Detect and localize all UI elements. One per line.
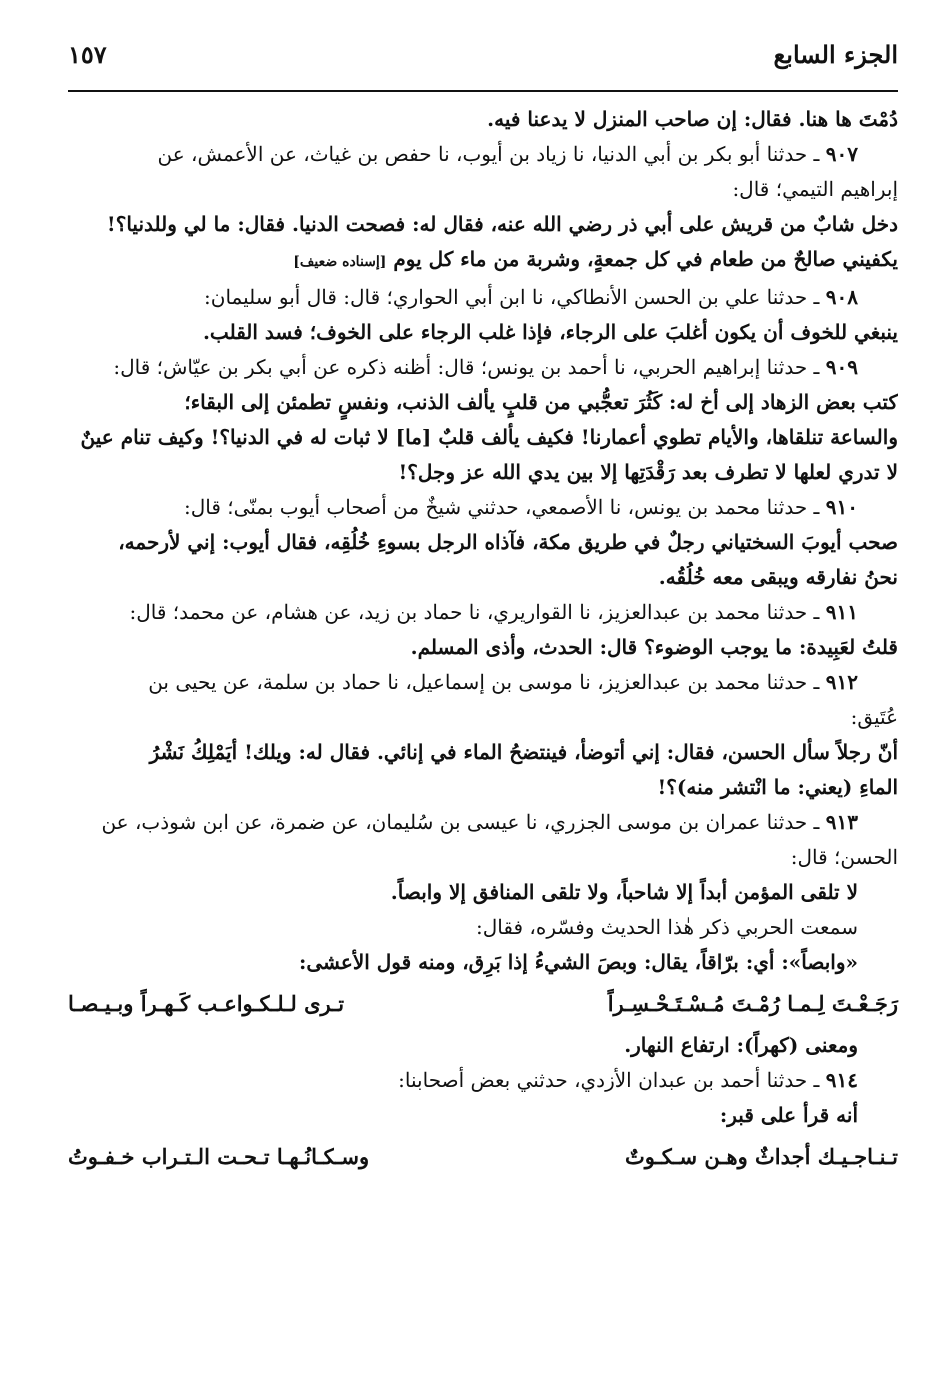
text-line: قلتُ لعَبِيدة: ما يوجب الوضوء؟ قال: الحدث، وأذى المسلم. bbox=[410, 635, 898, 659]
page-header bbox=[68, 40, 898, 82]
isnad-text: ـ حدثنا محمد بن يونس، نا الأصمعي، حدثني شيخٌ من أصحاب أيوب بمنّى؛ قال: bbox=[183, 495, 820, 519]
verse-second-hemistich: تـرى لـلـكـواعـب كَـهـراً وبـيـصـا bbox=[68, 991, 345, 1016]
hadith-number: ٩١٤ bbox=[825, 1068, 858, 1092]
hadith-number: ٩١٣ bbox=[825, 810, 858, 834]
text-line: لا تدري لعلها لا تطرف بعد رَقْدَتِها إلا بين يدي الله عز وجل؟! bbox=[398, 460, 898, 484]
verse-second-hemistich: وسـكـانُـهـا تـحـت الـتـراب خـفـوتُ bbox=[68, 1144, 370, 1169]
text-line: الحسن؛ قال: bbox=[790, 845, 898, 869]
poetry-verse bbox=[68, 984, 898, 1024]
text-line: الماءِ (يعني: ما انْتشر منه)؟! bbox=[657, 775, 898, 799]
text-line: «وابصاً»: أي: برّاقاً، يقال: وبصَ الشيءُ إذا بَرِق، ومنه قول الأعشى: bbox=[298, 950, 858, 974]
text-line: دخل شابٌ من قريش على أبي ذر رضي الله عنه، فقال له: فصحت الدنيا. فقال: ما لي وللدنيا؟! bbox=[106, 212, 898, 236]
text-line: أنه قرأ على قبر: bbox=[719, 1103, 858, 1127]
text-line: سمعت الحربي ذكر هٰذا الحديث وفسّره، فقال: bbox=[476, 915, 858, 939]
hadith-911-header bbox=[68, 595, 898, 630]
hadith-910-header bbox=[68, 490, 898, 525]
isnad-text: ـ حدثنا علي بن الحسن الأنطاكي، نا ابن أبي الحواري؛ قال: قال أبو سليمان: bbox=[204, 285, 820, 309]
text-line: والساعة تنلقاها، والأيام تطوي أعمارنا! فكيف يألف قلبٌ [ما] لا ثبات له في الدنيا؟! وكيف تنام عينٌ bbox=[80, 425, 898, 449]
hadith-909-header bbox=[68, 350, 898, 385]
running-title: الجزء السابع bbox=[773, 40, 898, 69]
text-line: أنّ رجلاً سأل الحسن، فقال: إني أتوضأ، فينتضحُ الماء في إنائي. فقال له: ويلك! أيَمْلِكُ نَشْرُ bbox=[149, 740, 898, 764]
hadith-number: ٩٠٩ bbox=[825, 355, 858, 379]
hadith-number: ٩٠٧ bbox=[825, 142, 858, 166]
isnad-text: ـ حدثنا محمد بن عبدالعزيز، نا موسى بن إسماعيل، نا حماد بن سلمة، عن يحيى بن bbox=[148, 670, 820, 694]
header-rule bbox=[68, 90, 898, 92]
verse-first-hemistich: رَجَـعْـتَ لِـمـا رُمْـتَ مُـسْـتَـحْـسِـراً bbox=[607, 991, 898, 1016]
poetry-verse bbox=[68, 1137, 898, 1177]
hadith-912-header bbox=[68, 665, 898, 700]
text-line: صحب أيوبَ السختياني رجلٌ في طريق مكة، فآذاه الرجل بسوءِ خُلُقِه، فقال أيوب: إني لأرحمه، bbox=[118, 530, 898, 554]
isnad-text: ـ حدثنا إبراهيم الحربي، نا أحمد بن يونس؛ قال: أظنه ذكره عن أبي بكر بن عيّاش؛ قال: bbox=[113, 355, 820, 379]
text-line: لا تلقى المؤمن أبداً إلا شاحباً، ولا تلقى المنافق إلا وابصاً. bbox=[390, 880, 858, 904]
hadith-number: ٩٠٨ bbox=[825, 285, 858, 309]
isnad-text: ـ حدثنا محمد بن عبدالعزيز، نا القواريري، نا حماد بن زيد، عن هشام، عن محمد؛ قال: bbox=[129, 600, 820, 624]
hadith-907-header bbox=[68, 137, 898, 172]
text-line: ينبغي للخوف أن يكون أغلبَ على الرجاء، فإذا غلب الرجاء على الخوف؛ فسد القلب. bbox=[202, 320, 898, 344]
text-line: عُتَيق: bbox=[850, 705, 898, 729]
isnad-text: ـ حدثنا عمران بن موسى الجزري، نا عيسى بن سُليمان، عن ضمرة، عن ابن شوذب، عن bbox=[101, 810, 820, 834]
isnad-text: ـ حدثنا أحمد بن عبدان الأزدي، حدثني بعض أصحابنا: bbox=[398, 1068, 820, 1092]
hadith-number: ٩١٢ bbox=[825, 670, 858, 694]
text-line: إبراهيم التيمي؛ قال: bbox=[732, 177, 898, 201]
text-line: دُمْتَ ها هنا. فقال: إن صاحب المنزل لا يدعنا فيه. bbox=[487, 107, 898, 131]
hadith-913-header bbox=[68, 805, 898, 840]
isnad-text: ـ حدثنا أبو بكر بن أبي الدنيا، نا زياد بن أيوب، نا حفص بن غياث، عن الأعمش، عن bbox=[157, 142, 820, 166]
text-line bbox=[68, 242, 898, 280]
source-grading: [إسناده ضعيف] bbox=[293, 254, 387, 270]
matn-text: يكفيني صالحٌ من طعام في كل جمعةٍ، وشربة من ماء كل يوم bbox=[393, 247, 898, 271]
hadith-908-header bbox=[68, 280, 898, 315]
text-line: ومعنى (كهراً): ارتفاع النهار. bbox=[624, 1033, 858, 1057]
hadith-914-header bbox=[68, 1063, 898, 1098]
page-number: ١٥٧ bbox=[68, 40, 107, 69]
text-line: كتب بعض الزهاد إلى أخ له: كَثُرَ تعجُّبي من قلبٍ يألف الذنب، ونفسٍ تطمئن إلى البقاء؛ bbox=[184, 390, 898, 414]
verse-first-hemistich: تـنـاجـيـك أجداثٌ وهـن سـكـوتٌ bbox=[624, 1144, 898, 1169]
hadith-number: ٩١٠ bbox=[825, 495, 858, 519]
hadith-number: ٩١١ bbox=[825, 600, 858, 624]
text-line: نحنُ نفارقه ويبقى معه خُلُقُه. bbox=[658, 565, 898, 589]
